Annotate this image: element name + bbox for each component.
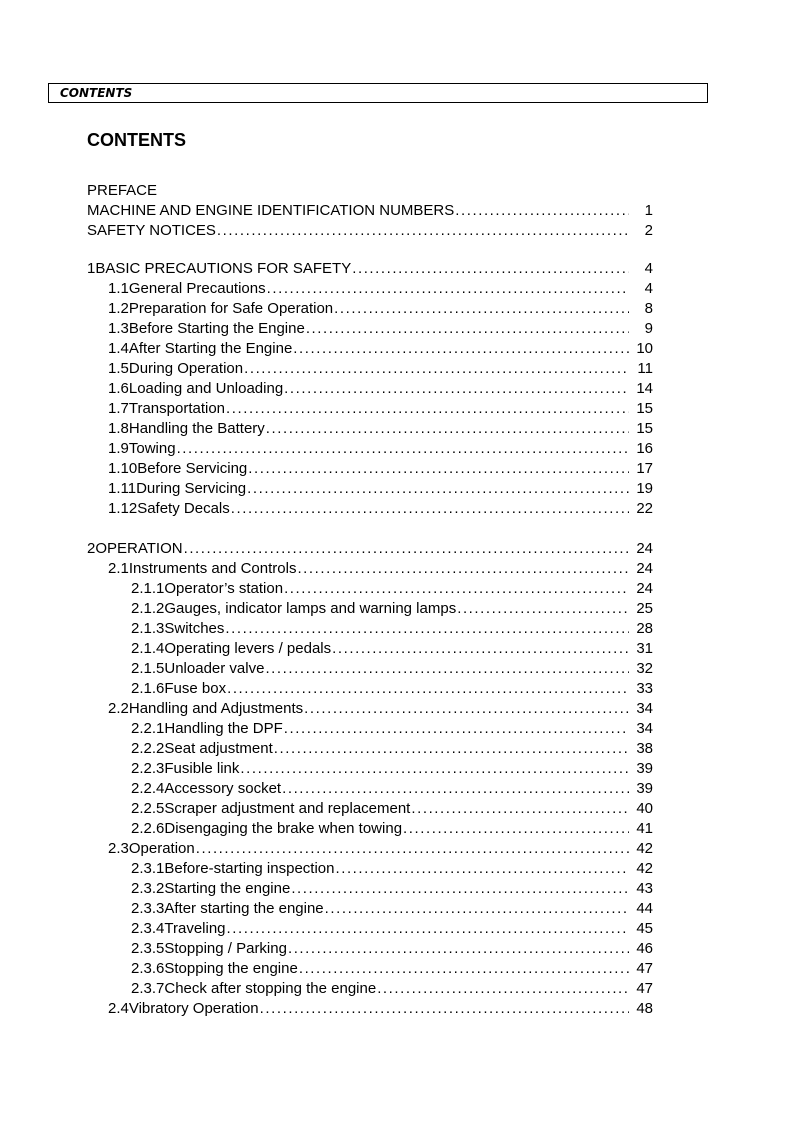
toc-entry-title: Traveling [164,920,226,937]
toc-entry-title: Seat adjustment [164,740,273,757]
toc-dot-leader [247,479,629,499]
toc-entry-page-number: 44 [636,900,653,917]
toc-entry-page-number: 25 [636,600,653,617]
toc-entry[interactable] [108,299,653,319]
toc-entry[interactable] [108,399,653,419]
toc-entry-title: Handling and Adjustments [128,700,304,717]
toc-entry[interactable] [131,579,653,599]
toc-dot-leader [282,779,629,799]
toc-entry-title: Handling the Battery [128,420,265,437]
toc-entry-number: 2.1.1 [131,580,165,597]
toc-entry-title: Operator’s station [164,580,284,597]
toc-entry-number: 2.1.3 [131,620,165,637]
toc-entry-title: OPERATION [95,540,183,557]
toc-entry[interactable] [108,439,653,459]
toc-entry-title: Scraper adjustment and replacement [164,800,411,817]
toc-entry-number: 1.1 [108,280,129,297]
toc-entry-page-number: 28 [636,620,653,637]
toc-dot-leader [196,839,629,859]
toc-entry-title: Disengaging the brake when towing [164,820,403,837]
toc-entry-title: Unloader valve [164,660,265,677]
toc-entry-title: Accessory socket [164,780,282,797]
toc-entry-page-number: 10 [636,340,653,357]
toc-entry-page-number: 4 [644,260,653,277]
toc-entry-title: Switches [164,620,225,637]
toc-entry[interactable] [87,181,653,201]
toc-entry-title: Check after stopping the engine [164,980,377,997]
toc-entry[interactable] [131,779,653,799]
toc-dot-leader [284,379,629,399]
toc-entry-title: Safety Decals [137,500,230,517]
toc-entry-title: Transportation [128,400,226,417]
toc-entry-number: 2.2 [108,700,129,717]
toc-entry[interactable] [131,959,653,979]
toc-entry-title: Operation [128,840,195,857]
toc-entry-number: 2.3.3 [131,900,165,917]
toc-entry-number: 2.2.5 [131,800,165,817]
toc-entry-page-number: 32 [636,660,653,677]
toc-entry[interactable] [108,699,653,719]
toc-dot-leader [244,359,629,379]
toc-entry-page-number: 34 [636,700,653,717]
toc-entry-page-number: 19 [636,480,653,497]
toc-dot-leader [184,539,629,559]
toc-entry-number: 1.9 [108,440,129,457]
toc-entry-number: 2.1.6 [131,680,165,697]
toc-entry[interactable] [131,659,653,679]
toc-entry-title: Loading and Unloading [128,380,284,397]
toc-entry-number: 2 [87,540,96,557]
toc-entry-page-number: 38 [636,740,653,757]
toc-entry-page-number: 39 [636,780,653,797]
toc-entry-page-number: 16 [636,440,653,457]
toc-entry-title: Fusible link [164,760,240,777]
toc-entry-number: 2.1.2 [131,600,165,617]
toc-entry-title: Stopping the engine [164,960,298,977]
toc-entry-page-number: 15 [636,420,653,437]
toc-entry[interactable] [131,979,653,999]
toc-dot-leader [265,659,629,679]
toc-entry-number: 2.1 [108,560,129,577]
toc-entry-title: Stopping / Parking [164,940,287,957]
toc-entry-title: After Starting the Engine [128,340,293,357]
toc-entry[interactable] [131,899,653,919]
toc-entry-number: 2.3.2 [131,880,165,897]
toc-entry[interactable] [131,919,653,939]
toc-dot-leader [457,599,629,619]
page-title: CONTENTS [87,130,186,150]
toc-entry[interactable] [108,279,653,299]
toc-entry-number: 1 [87,260,96,277]
toc-entry-title: Vibratory Operation [128,1000,259,1017]
toc-entry-page-number: 39 [636,760,653,777]
toc-entry-number: 2.1.4 [131,640,165,657]
toc-entry-number: 2.2.2 [131,740,165,757]
toc-entry[interactable] [131,679,653,699]
toc-entry-title: Before Starting the Engine [128,320,305,337]
toc-entry-page-number: 4 [644,280,653,297]
toc-entry-page-number: 15 [636,400,653,417]
toc-dot-leader [411,799,629,819]
toc-entry-page-number: 24 [636,540,653,557]
toc-entry[interactable] [131,719,653,739]
toc-dot-leader [304,699,629,719]
toc-entry[interactable] [87,201,653,221]
toc-entry-title: During Operation [128,360,244,377]
toc-dot-leader [284,719,629,739]
toc-entry-title: Preparation for Safe Operation [128,300,334,317]
toc-entry-number: 1.6 [108,380,129,397]
toc-entry[interactable] [108,379,653,399]
toc-entry-title: Towing [128,440,176,457]
toc-entry-page-number: 11 [637,360,653,377]
toc-entry-page-number: 14 [636,380,653,397]
toc-dot-leader [248,459,629,479]
toc-entry-page-number: 47 [636,980,653,997]
toc-entry[interactable] [87,221,653,241]
toc-dot-leader [288,939,629,959]
toc-entry[interactable] [108,499,653,519]
toc-dot-leader [403,819,629,839]
toc-dot-leader [267,279,629,299]
toc-entry-number: 2.3.4 [131,920,165,937]
toc-dot-leader [297,559,629,579]
toc-entry[interactable] [131,879,653,899]
toc-dot-leader [274,739,629,759]
toc-entry-page-number: 40 [636,800,653,817]
toc-entry-page-number: 42 [636,840,653,857]
toc-entry[interactable] [108,419,653,439]
toc-entry-title: Operating levers / pedals [164,640,332,657]
toc-entry-title: PREFACE [87,182,158,199]
toc-entry-number: 1.2 [108,300,129,317]
toc-dot-leader [306,319,629,339]
toc-dot-leader [299,959,629,979]
toc-dot-leader [231,499,629,519]
toc-entry-number: 2.4 [108,1000,129,1017]
toc-dot-leader [177,439,629,459]
toc-entry-page-number: 47 [636,960,653,977]
toc-dot-leader [227,919,629,939]
toc-entry[interactable] [108,999,653,1019]
toc-entry-number: 2.3.1 [131,860,165,877]
toc-entry-page-number: 9 [644,320,653,337]
toc-dot-leader [227,679,629,699]
toc-entry-page-number: 8 [644,300,653,317]
toc-entry-number: 1.3 [108,320,129,337]
toc-entry-number: 1.5 [108,360,129,377]
toc-entry-number: 2.2.1 [131,720,165,737]
toc-entry-number: 2.1.5 [131,660,165,677]
toc-entry-number: 2.2.4 [131,780,165,797]
toc-entry-page-number: 43 [636,880,653,897]
toc-entry[interactable] [108,459,653,479]
toc-entry-page-number: 46 [636,940,653,957]
toc-entry-page-number: 48 [636,1000,653,1017]
toc-entry-page-number: 1 [644,202,653,219]
toc-entry[interactable] [108,359,653,379]
toc-entry-title: After starting the engine [164,900,324,917]
toc-dot-leader [325,899,629,919]
toc-entry-title: Before-starting inspection [164,860,335,877]
toc-entry[interactable] [131,939,653,959]
toc-dot-leader [260,999,629,1019]
toc-entry[interactable] [131,639,653,659]
toc-entry[interactable] [108,839,653,859]
toc-entry-title: Fuse box [164,680,227,697]
toc-entry[interactable] [131,819,653,839]
toc-dot-leader [352,259,629,279]
toc-entry-page-number: 31 [636,640,653,657]
toc-entry-page-number: 2 [644,222,653,239]
toc-dot-leader [225,619,629,639]
toc-entry-title: Gauges, indicator lamps and warning lamps [164,600,457,617]
toc-entry-title: Instruments and Controls [128,560,297,577]
toc-entry-page-number: 17 [636,460,653,477]
toc-entry-page-number: 34 [636,720,653,737]
toc-entry[interactable] [87,259,653,279]
toc-entry-number: 1.11 [108,480,137,497]
toc-entry-number: 2.3 [108,840,129,857]
toc-entry-number: 1.8 [108,420,129,437]
toc-entry-number: 1.7 [108,400,129,417]
toc-entry-title: Starting the engine [164,880,291,897]
toc-entry[interactable] [108,479,653,499]
toc-entry[interactable] [131,619,653,639]
toc-entry-title: SAFETY NOTICES [87,222,216,239]
toc-entry[interactable] [87,539,653,559]
toc-dot-leader [226,399,629,419]
toc-dot-leader [240,759,629,779]
toc-dot-leader [284,579,629,599]
toc-dot-leader [455,201,629,221]
toc-entry-number: 2.3.6 [131,960,165,977]
toc-entry-title: Handling the DPF [164,720,283,737]
toc-dot-leader [332,639,629,659]
toc-entry[interactable] [131,739,653,759]
toc-entry[interactable] [108,319,653,339]
toc-dot-leader [334,299,629,319]
toc-entry-title: General Precautions [128,280,266,297]
toc-entry-page-number: 24 [636,560,653,577]
toc-entry-page-number: 42 [636,860,653,877]
toc-entry[interactable] [131,599,653,619]
toc-entry[interactable] [131,759,653,779]
toc-entry-title: MACHINE AND ENGINE IDENTIFICATION NUMBERS [87,202,455,219]
toc-dot-leader [217,221,629,241]
toc-entry-page-number: 41 [636,820,653,837]
toc-entry-page-number: 22 [636,500,653,517]
toc-dot-leader [291,879,629,899]
toc-entry[interactable] [108,339,653,359]
toc-entry-title: BASIC PRECAUTIONS FOR SAFETY [95,260,352,277]
toc-entry-page-number: 24 [636,580,653,597]
toc-entry-title: During Servicing [136,480,247,497]
toc-entry[interactable] [131,799,653,819]
toc-entry[interactable] [108,559,653,579]
toc-entry-number: 2.2.6 [131,820,165,837]
toc-dot-leader [266,419,629,439]
toc-entry-number: 1.12 [108,500,138,517]
toc-entry-title: Before Servicing [137,460,248,477]
toc-entry-number: 1.10 [108,460,138,477]
running-header-label: CONTENTS [60,86,133,100]
toc-entry-number: 2.2.3 [131,760,165,777]
toc-dot-leader [335,859,629,879]
toc-dot-leader [377,979,629,999]
toc-entry-number: 2.3.7 [131,980,165,997]
toc-entry-number: 2.3.5 [131,940,165,957]
toc-entry-number: 1.4 [108,340,129,357]
toc-dot-leader [293,339,629,359]
toc-entry-page-number: 33 [636,680,653,697]
toc-entry-page-number: 45 [636,920,653,937]
toc-entry[interactable] [131,859,653,879]
